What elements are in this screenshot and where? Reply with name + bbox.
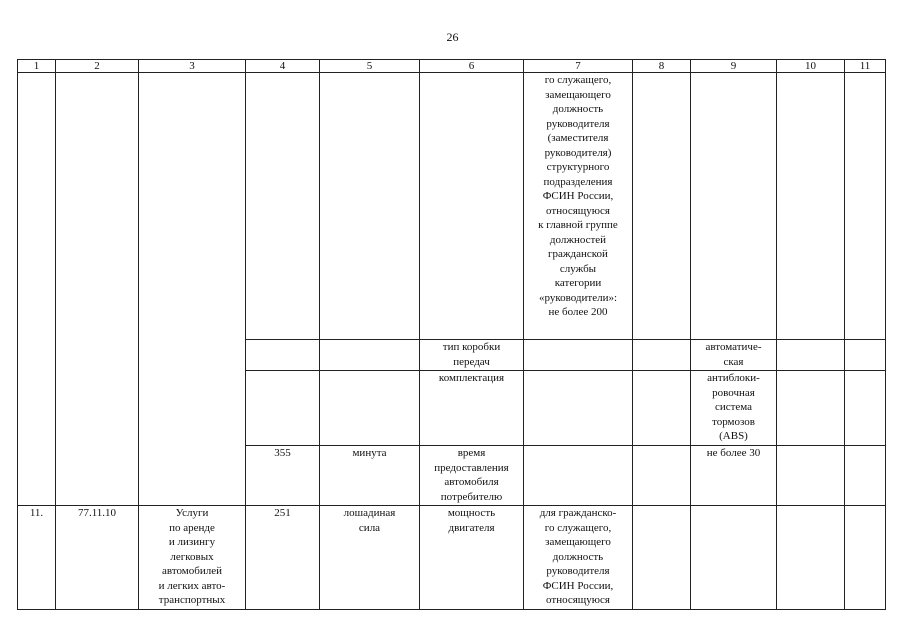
cell-col11 [845,446,886,506]
cell-unit-name [320,340,420,371]
cell-col11 [845,73,886,340]
header-cell-6: 6 [420,60,524,73]
cell-col9: автоматиче- ская [691,340,777,371]
header-cell-9: 9 [691,60,777,73]
cell-characteristic: тип коробки передач [420,340,524,371]
cell-col9: антиблоки- ровочная система тормозов (ABS) [691,371,777,446]
cell-item-number [18,73,56,506]
cell-col10 [777,506,845,610]
cell-unit-code: 251 [246,506,320,610]
cell-item-number: 11. [18,506,56,610]
cell-col8 [633,446,691,506]
cell-unit-code: 355 [246,446,320,506]
cell-col10 [777,340,845,371]
cell-requirement-value: для гражданско- го служащего, замещающего должность руководителя ФСИН России, относящуюся [524,506,633,610]
cell-col11 [845,371,886,446]
cell-col9 [691,73,777,340]
header-cell-5: 5 [320,60,420,73]
cell-col9 [691,506,777,610]
cell-characteristic: комплектация [420,371,524,446]
table-row [18,73,886,340]
cell-col8 [633,73,691,340]
header-cell-11: 11 [845,60,886,73]
cell-requirement-value: го служащего, замещающего должность руководителя (заместителя руководителя) структурного подразделения ФСИН России, относящуюся к главной группе должностей гражданской службы категории «руководители»: не более 200 [524,73,633,340]
header-cell-4: 4 [246,60,320,73]
header-cell-8: 8 [633,60,691,73]
cell-col11 [845,506,886,610]
cell-unit-code [246,371,320,446]
page-number: 26 [446,30,459,44]
cell-requirement-value [524,340,633,371]
header-cell-1: 1 [18,60,56,73]
cell-unit-code [246,73,320,340]
header-cell-7: 7 [524,60,633,73]
cell-requirement-value [524,446,633,506]
cell-characteristic: время предоставления автомобиля потребителю [420,446,524,506]
cell-service-name: Услуги по аренде и лизингу легковых автомобилей и легких авто- транспортных [139,506,246,610]
cell-requirement-value [524,371,633,446]
cell-col10 [777,446,845,506]
header-cell-3: 3 [139,60,246,73]
cell-col8 [633,506,691,610]
cell-okpd-code [56,73,139,506]
cell-unit-name: минута [320,446,420,506]
cell-unit-name [320,73,420,340]
cell-unit-name: лошадиная сила [320,506,420,610]
cell-col11 [845,340,886,371]
header-cell-2: 2 [56,60,139,73]
header-cell-10: 10 [777,60,845,73]
specification-table [17,59,886,610]
cell-okpd-code: 77.11.10 [56,506,139,610]
cell-unit-code [246,340,320,371]
cell-col10 [777,73,845,340]
cell-characteristic [420,73,524,340]
cell-col8 [633,340,691,371]
cell-service-name [139,73,246,506]
cell-col10 [777,371,845,446]
table-row [18,506,886,610]
header-row [18,60,886,73]
cell-col8 [633,371,691,446]
cell-col9: не более 30 [691,446,777,506]
cell-characteristic: мощность двигателя [420,506,524,610]
cell-unit-name [320,371,420,446]
